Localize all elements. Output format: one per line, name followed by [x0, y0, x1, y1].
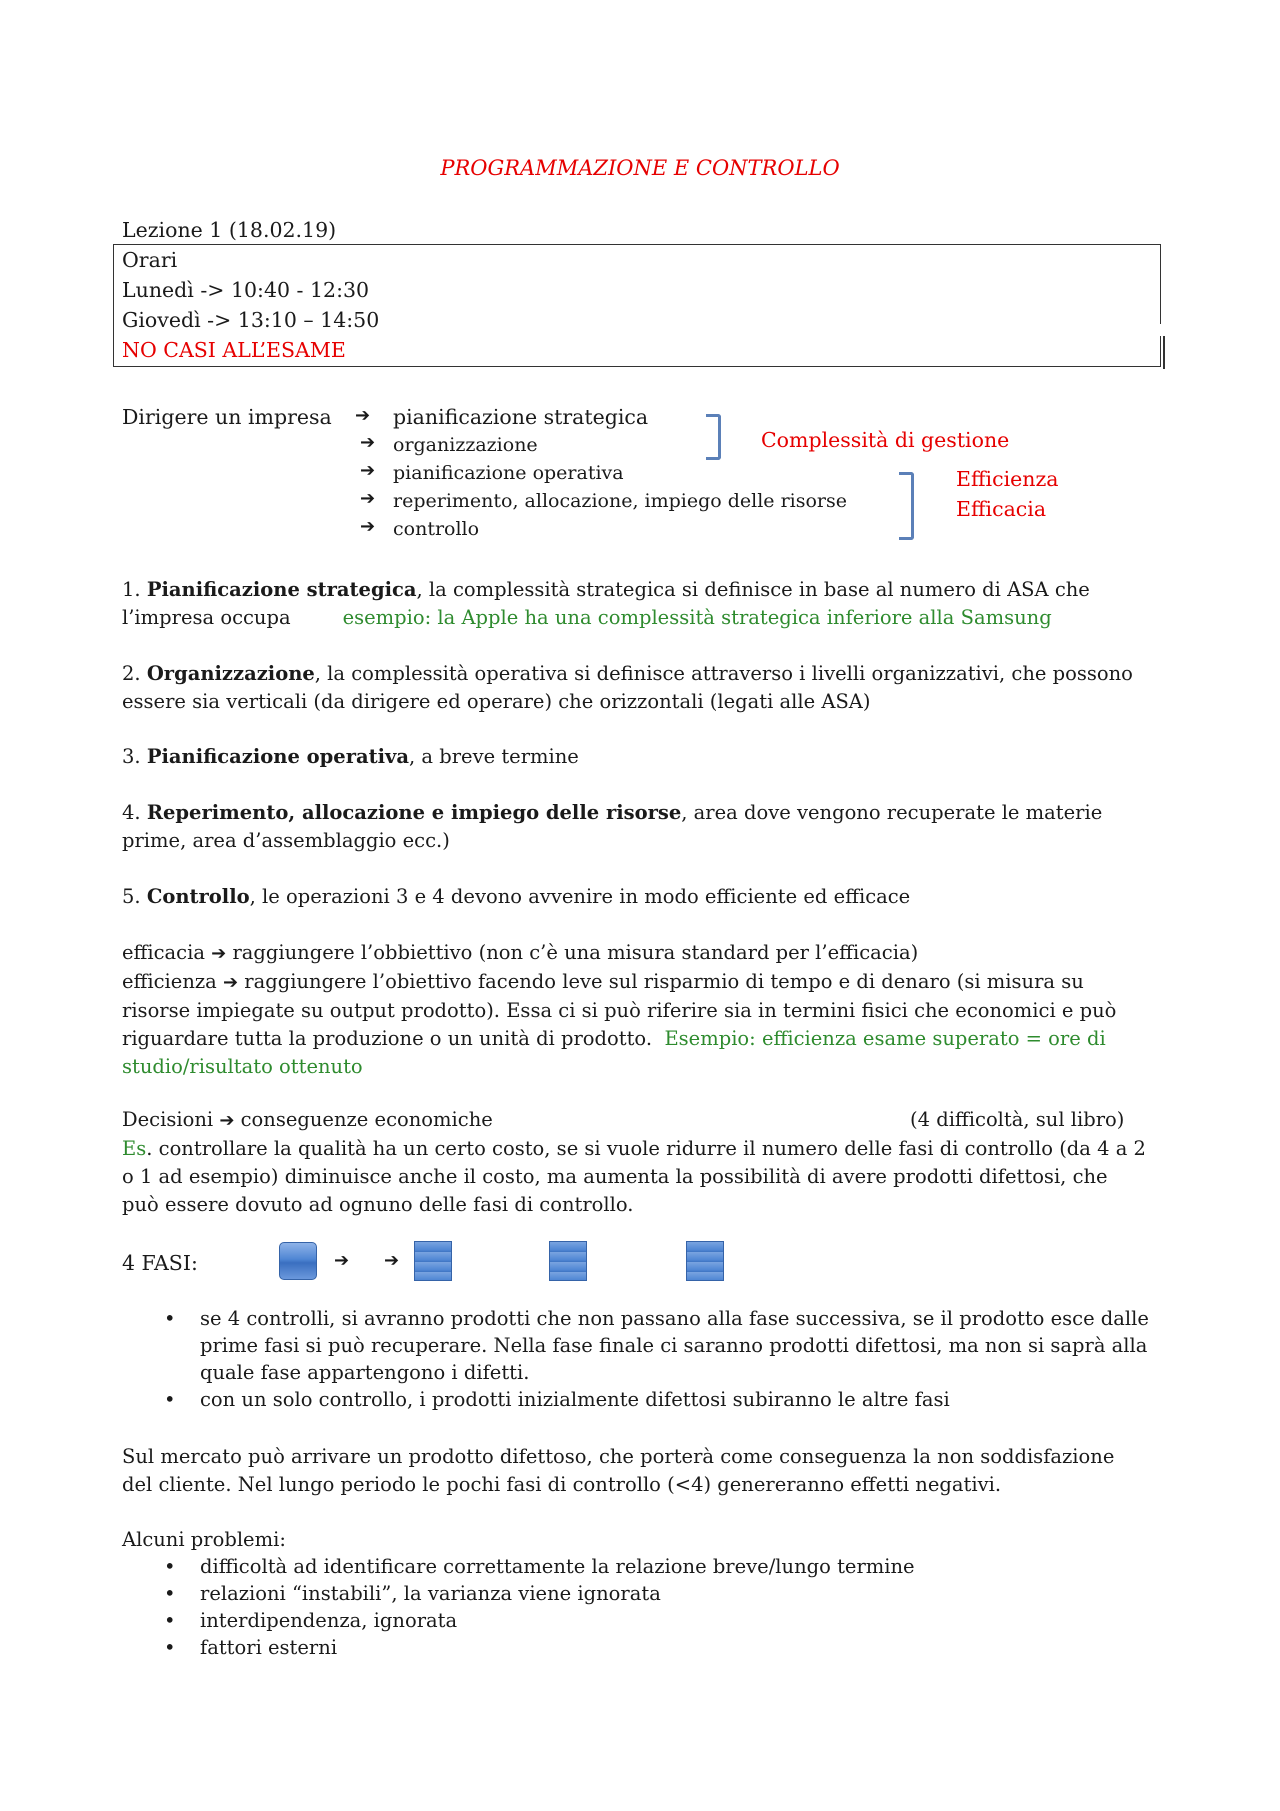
bullet-icon: • [164, 1609, 176, 1632]
box-line-no-casi: NO CASI ALL’ESAME [122, 338, 346, 362]
p5-num: 5. [122, 885, 147, 908]
arrow-icon: ➔ [360, 460, 376, 481]
problemi-heading: Alcuni problemi: [122, 1528, 286, 1551]
box-line-lunedi: Lunedì -> 10:40 - 12:30 [122, 278, 370, 302]
bullet-icon: • [164, 1307, 176, 1330]
efficienza-example2: studio/risultato ottenuto [122, 1055, 363, 1078]
phase-box-icon [414, 1241, 452, 1281]
problem-text: relazioni “instabili”, la varianza viene ignorata [200, 1582, 661, 1605]
paragraph-3 [122, 743, 1162, 771]
list-item [160, 1634, 1170, 1661]
dirigere-item-3: pianificazione operativa [393, 462, 624, 484]
phase-box-icon [686, 1241, 724, 1281]
es-label: Es [122, 1137, 147, 1160]
p5-text: , le operazioni 3 e 4 devono avvenire in modo efficiente ed efficace [249, 885, 911, 908]
bullet-line: con un solo controllo, i prodotti inizialmente difettosi subiranno le altre fasi [200, 1388, 950, 1411]
list-item [160, 1553, 1170, 1580]
dirigere-label: Dirigere un impresa [122, 405, 332, 429]
arrow-icon: ➔ [360, 432, 376, 453]
dirigere-item-1: pianificazione strategica [393, 405, 649, 429]
decisioni-section [122, 1106, 1162, 1219]
arrow-icon: ➔ [223, 972, 239, 993]
paragraph-1 [122, 576, 1162, 632]
decisioni-line2: o 1 ad esempio) diminuisce anche il costo, ma aumenta la possibilità di avere prodotti difettosi, che [122, 1165, 1108, 1188]
decisioni-line3: può essere dovuto ad ognuno delle fasi di controllo. [122, 1193, 634, 1216]
decisioni-line1: . controllare la qualità ha un certo costo, se si vuole ridurre il numero delle fasi di controllo (da 4 a 2 [146, 1137, 1146, 1160]
p4-num: 4. [122, 801, 147, 824]
efficiency-definitions [122, 939, 1162, 1081]
p3-heading: Pianificazione operativa [146, 745, 409, 768]
p1-text2: l’impresa occupa [122, 606, 291, 629]
p4-text2: prime, area d’assemblaggio ecc.) [122, 829, 450, 852]
fasi-bullets [160, 1305, 1170, 1413]
efficienza-definition: raggiungere l’obiettivo facendo leve sul risparmio di tempo e di denaro (si misura su [244, 970, 1084, 993]
p4-heading: Reperimento, allocazione e impiego delle risorse [146, 801, 682, 824]
problemi-list [160, 1553, 1170, 1661]
p4-text: , area dove vengono recuperate le materie [681, 801, 1103, 824]
p1-num: 1. [122, 578, 147, 601]
paragraph-5 [122, 883, 1162, 911]
box-line-orari: Orari [122, 248, 178, 272]
problem-text: interdipendenza, ignorata [200, 1609, 458, 1632]
page-title: PROGRAMMAZIONE E CONTROLLO [440, 156, 840, 180]
problem-text: difficoltà ad identificare correttamente la relazione breve/lungo termine [200, 1555, 915, 1578]
bullet-icon: • [164, 1582, 176, 1605]
paragraph-2 [122, 660, 1162, 716]
p1-heading: Pianificazione strategica [146, 578, 417, 601]
list-item [160, 1305, 1170, 1386]
efficienza-example: Esempio: efficienza esame superato = ore di [664, 1027, 1106, 1050]
p2-text2: essere sia verticali (da dirigere ed operare) che orizzontali (legati alle ASA) [122, 690, 871, 713]
dirigere-item-4: reperimento, allocazione, impiego delle risorse [393, 490, 848, 512]
efficacia-label: Efficacia [956, 497, 1047, 521]
p2-text: , la complessità operativa si definisce attraverso i livelli organizzativi, che possono [314, 662, 1133, 685]
p5-heading: Controllo [146, 885, 250, 908]
bullet-icon: • [164, 1388, 176, 1411]
p3-text: , a breve termine [409, 745, 579, 768]
bullet-icon: • [164, 1555, 176, 1578]
arrow-icon: ➔ [360, 516, 376, 537]
p2-heading: Organizzazione [146, 662, 315, 685]
p3-num: 3. [122, 745, 147, 768]
dirigere-item-2: organizzazione [393, 434, 538, 456]
arrow-icon: ➔ [334, 1250, 350, 1271]
p1-text: , la complessità strategica si definisce in base al numero di ASA che [416, 578, 1090, 601]
bullet-line: quale fase appartengono i difetti. [200, 1361, 530, 1384]
efficacia-term: efficacia [122, 941, 205, 964]
mercato-line1: Sul mercato può arrivare un prodotto difettoso, che porterà come conseguenza la non soddisfazione [122, 1445, 1115, 1468]
list-item [160, 1607, 1170, 1634]
bracket-icon [899, 472, 914, 540]
box-line-giovedi: Giovedì -> 13:10 – 14:50 [122, 308, 380, 332]
efficienza-line3: riguardare tutta la produzione o un unità di prodotto. [122, 1027, 653, 1050]
arrow-icon: ➔ [384, 1250, 400, 1271]
arrow-icon: ➔ [360, 488, 376, 509]
efficacia-definition: raggiungere l’obbiettivo (non c’è una misura standard per l’efficacia) [232, 941, 919, 964]
efficienza-label: Efficienza [956, 467, 1059, 491]
arrow-icon: ➔ [219, 1110, 235, 1131]
mercato-line2: del cliente. Nel lungo periodo le pochi fasi di controllo (<4) genereranno effetti negativi. [122, 1473, 1002, 1496]
arrow-icon: ➔ [355, 405, 371, 426]
list-item [160, 1580, 1170, 1607]
efficienza-line2: risorse impiegate su output prodotto). Essa ci si può riferire sia in termini fisici che economici e può [122, 999, 1117, 1022]
bracket-icon [706, 414, 721, 460]
bullet-line: prime fasi si può recuperare. Nella fase finale ci saranno prodotti difettosi, ma non si saprà alla [200, 1334, 1148, 1357]
box-border-step [1163, 336, 1165, 369]
decisioni-note: (4 difficoltà, sul libro) [910, 1108, 1125, 1131]
phase-box-icon [549, 1241, 587, 1281]
bullet-line: se 4 controlli, si avranno prodotti che non passano alla fase successiva, se il prodotto esce dalle [200, 1307, 1149, 1330]
complessita-label: Complessità di gestione [761, 428, 1010, 452]
decisioni-label: Decisioni [122, 1108, 214, 1131]
list-item [160, 1386, 1170, 1413]
decisioni-text: conseguenze economiche [240, 1108, 493, 1131]
dirigere-item-5: controllo [393, 518, 480, 540]
fasi-label: 4 FASI: [122, 1251, 198, 1275]
problem-text: fattori esterni [200, 1636, 338, 1659]
lesson-header: Lezione 1 (18.02.19) [122, 218, 337, 242]
box-border-gap [1158, 324, 1164, 336]
phase-box-icon [279, 1242, 317, 1280]
p2-num: 2. [122, 662, 147, 685]
bullet-icon: • [164, 1636, 176, 1659]
arrow-icon: ➔ [211, 943, 227, 964]
paragraph-4 [122, 799, 1162, 855]
p1-example: esempio: la Apple ha una complessità strategica inferiore alla Samsung [342, 606, 1052, 629]
mercato-paragraph [122, 1443, 1162, 1499]
efficienza-term: efficienza [122, 970, 217, 993]
